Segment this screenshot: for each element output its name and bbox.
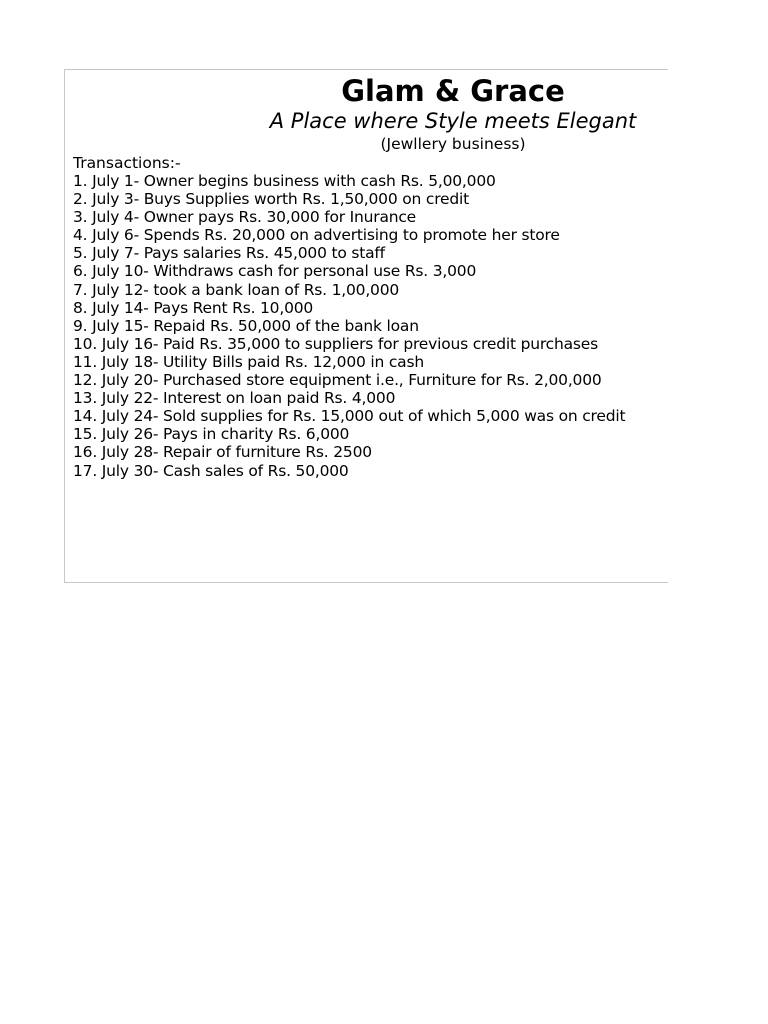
transaction-item: 13. July 22- Interest on loan paid Rs. 4,000 bbox=[73, 389, 396, 408]
transaction-item: 10. July 16- Paid Rs. 35,000 to suppliers for previous credit purchases bbox=[73, 334, 598, 353]
document-title: Glam & Grace bbox=[341, 74, 565, 108]
transaction-item: 12. July 20- Purchased store equipment i.e., Furniture for Rs. 2,00,000 bbox=[73, 371, 602, 390]
transactions-list bbox=[73, 172, 625, 480]
transaction-item: 2. July 3- Buys Supplies worth Rs. 1,50,000 on credit bbox=[73, 190, 469, 209]
transaction-item: 15. July 26- Pays in charity Rs. 6,000 bbox=[73, 425, 350, 444]
document-subtitle: A Place where Style meets Elegant bbox=[269, 109, 637, 133]
transaction-item: 8. July 14- Pays Rent Rs. 10,000 bbox=[73, 298, 314, 317]
transaction-item: 17. July 30- Cash sales of Rs. 50,000 bbox=[73, 461, 349, 480]
transaction-item: 4. July 6- Spends Rs. 20,000 on advertising to promote her store bbox=[73, 226, 560, 245]
document-page bbox=[64, 69, 668, 583]
transaction-item: 1. July 1- Owner begins business with cash Rs. 5,00,000 bbox=[73, 172, 496, 190]
transaction-item: 3. July 4- Owner pays Rs. 30,000 for Inurance bbox=[73, 208, 417, 227]
transaction-item: 9. July 15- Repaid Rs. 50,000 of the bank loan bbox=[73, 316, 419, 335]
transactions-heading: Transactions:- bbox=[73, 154, 181, 172]
transaction-item: 14. July 24- Sold supplies for Rs. 15,000 out of which 5,000 was on credit bbox=[73, 407, 626, 426]
transaction-item: 11. July 18- Utility Bills paid Rs. 12,000 in cash bbox=[73, 352, 424, 371]
transaction-item: 5. July 7- Pays salaries Rs. 45,000 to staff bbox=[73, 244, 385, 263]
transaction-item: 7. July 12- took a bank loan of Rs. 1,00,000 bbox=[73, 280, 400, 299]
transaction-item: 16. July 28- Repair of furniture Rs. 2500 bbox=[73, 443, 372, 462]
business-type-label: (Jewllery business) bbox=[380, 135, 526, 153]
transaction-item: 6. July 10- Withdraws cash for personal use Rs. 3,000 bbox=[73, 262, 477, 281]
